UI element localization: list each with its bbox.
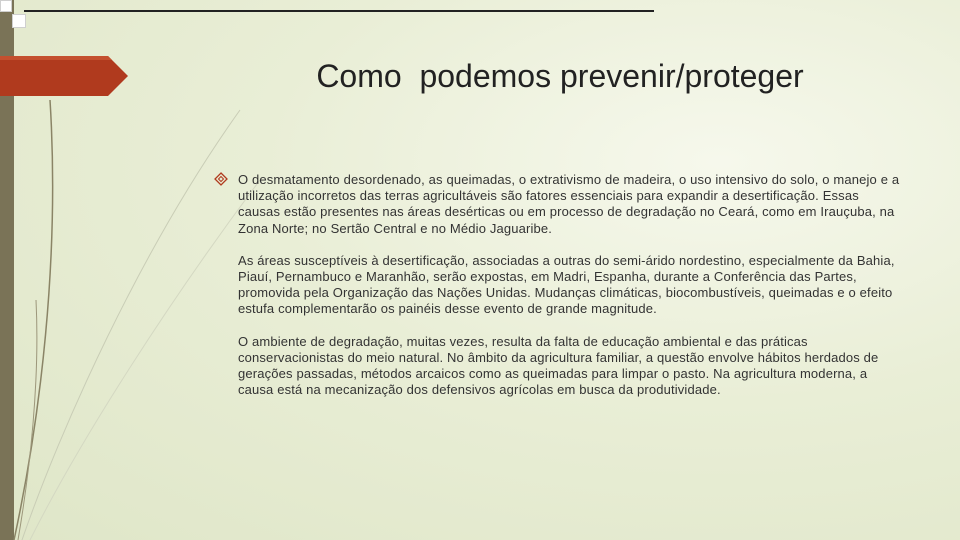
top-rule bbox=[24, 10, 654, 12]
title-arrow-shape bbox=[0, 56, 128, 96]
diamond-bullet-icon bbox=[214, 172, 228, 186]
corner-decoration bbox=[0, 0, 28, 28]
slide-title: Como podemos prevenir/proteger bbox=[316, 58, 804, 94]
bullet-content bbox=[238, 172, 900, 414]
paragraph-1: O desmatamento desordenado, as queimadas, o extrativismo de madeira, o uso intensivo do solo, o manejo e a utilização incorretos das terras agricultáveis são fatores essenciais para expandir a desertificação. Essas causas estão presentes nas áreas desérticas ou em processo de degradação no Ceará, como em Irauçuba, na Zona Norte; no Sertão Central e no Médio Jaguaribe. bbox=[238, 172, 900, 236]
paragraph-3: O ambiente de degradação, muitas vezes, resulta da falta de educação ambiental e das práticas conservacionistas do meio natural. No âmbito da agricultura familiar, a questão envolve hábitos herdados de gerações passadas, métodos arcaicos como as queimadas para limpar o pasto. Na agricultura moderna, a causa está na mecanização dos defensivos agrícolas em busca da produtividade. bbox=[238, 333, 879, 398]
paragraph-2: As áreas susceptíveis à desertificação, associadas a outras do semi-árido nordestino, especialmente da Bahia, Piauí, Pernambuco e Maranhão, serão expostas, em Madri, Espanha, durante a Conferência das Partes, promovida pela Organização das Nações Unidas. Mudanças climáticas, biocombustíveis, queimadas e o efeito estufa complementarão os painéis desse evento de grande magnitude. bbox=[238, 252, 895, 317]
